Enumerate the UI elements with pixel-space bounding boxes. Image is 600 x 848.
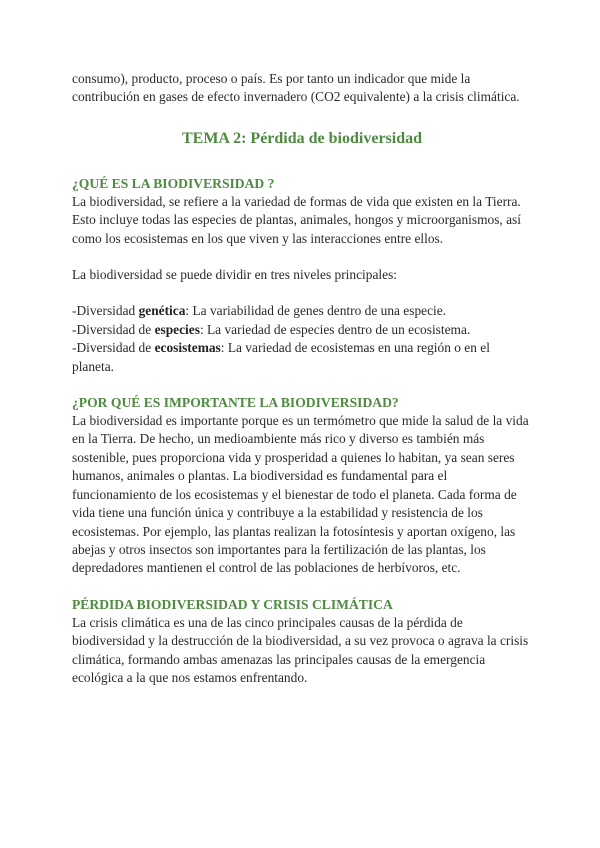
section-heading-importancia: ¿POR QUÉ ES IMPORTANTE LA BIODIVERSIDAD? [72,395,399,411]
level-item-ecosistemas [72,339,532,376]
level-item-especies [72,321,532,339]
level-description: : La variedad de ecosistemas en una región o en el planeta. [72,340,490,374]
level-term: ecosistemas [154,340,221,356]
level-prefix: -Diversidad [72,303,139,319]
level-prefix: -Diversidad de [72,340,155,356]
section2-paragraph: La biodiversidad es importante porque es un termómetro que mide la salud de la vida en la Tierra. De hecho, un medioambiente más rico y diverso es también más sostenible, pues proporciona vida y prosperidad a quienes lo habitan, ya sean seres humanos, animales o plantas. La biodiversidad es fundamental para el funcionamiento de los ecosistemas y el bienestar de todo el planeta. Cada forma de vida tiene una función única y contribuye a la estabilidad y resistencia de los ecosistemas. Por ejemplo, las plantas realizan la fotosíntesis y aportan oxígeno, las abejas y otros insectos son importantes para la fertilización de las plantas, los depredadores mantienen el control de las poblaciones de herbívoros, etc. [72,413,529,576]
tema-title: TEMA 2: Pérdida de biodiversidad [181,129,423,147]
level-item-genetica [72,302,532,320]
level-term: genética [138,303,186,319]
section-heading-perdida-crisis: PÉRDIDA BIODIVERSIDAD Y CRISIS CLIMÁTICA [72,596,393,612]
level-description: : La variedad de especies dentro de un ecosistema. [199,321,471,337]
section1-paragraph1: La biodiversidad, se refiere a la variedad de formas de vida que existen en la Tierra. Esto incluye todas las especies de plantas, animales, hongos y microorganismos, así como los ecosistemas en los que viven y las interacciones entre ellos. [72,193,521,246]
level-prefix: -Diversidad de [72,321,155,337]
level-description: : La variabilidad de genes dentro de una especie. [185,303,447,319]
section-heading-que-es: ¿QUÉ ES LA BIODIVERSIDAD ? [72,175,275,191]
section1-paragraph2: La biodiversidad se puede dividir en tres niveles principales: [72,267,397,283]
level-term: especies [154,321,200,337]
intro-paragraph: consumo), producto, proceso o país. Es por tanto un indicador que mide la contribución en gases de efecto invernadero (CO2 equivalente) a la crisis climática. [72,71,520,105]
section3-paragraph: La crisis climática es una de las cinco principales causas de la pérdida de biodiversidad y la destrucción de la biodiversidad, a su vez provoca o agrava la crisis climática, formando ambas amenazas las principales causas de la emergencia ecológica a la que nos estamos enfrentando. [72,614,529,685]
document-page [72,70,532,687]
